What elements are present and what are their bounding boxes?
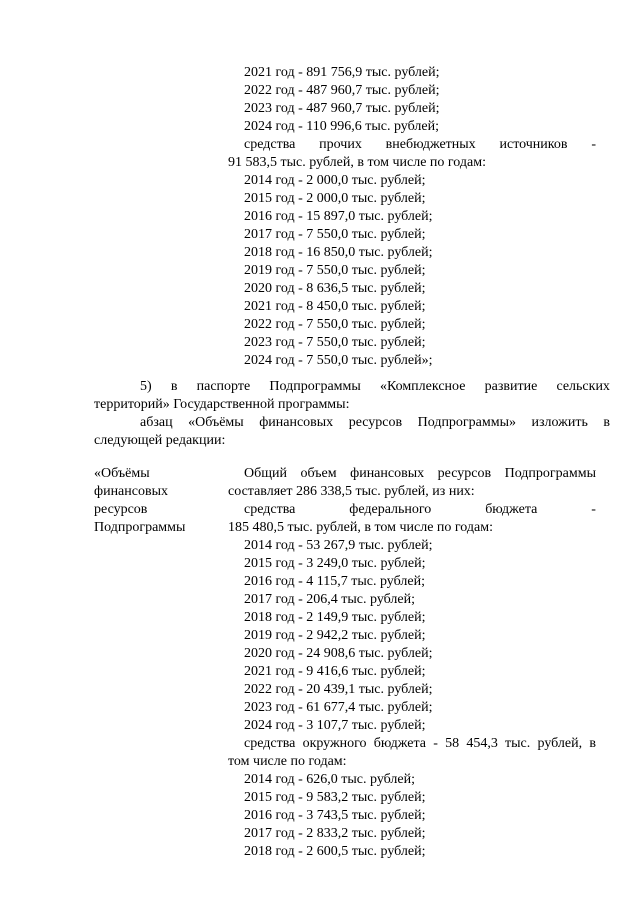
year-line: 2024 год - 110 996,6 тыс. рублей; — [244, 119, 439, 134]
year-line: 2022 год - 20 439,1 тыс. рублей; — [244, 682, 433, 697]
district-continuation: том числе по годам: — [228, 754, 347, 769]
label-line: финансовых — [94, 484, 168, 499]
year-line: 2024 год - 3 107,7 тыс. рублей; — [244, 718, 426, 733]
year-line: 2014 год - 53 267,9 тыс. рублей; — [244, 538, 433, 553]
year-line: 2018 год - 16 850,0 тыс. рублей; — [244, 245, 433, 260]
year-line: 2019 год - 7 550,0 тыс. рублей; — [244, 263, 426, 278]
district-line: средства окружного бюджета - 58 454,3 тыс. рублей, в — [244, 736, 596, 751]
total-line: Общий объем финансовых ресурсов Подпрограммы — [244, 466, 596, 481]
year-line: 2017 год - 7 550,0 тыс. рублей; — [244, 227, 426, 242]
table-label-cell — [94, 465, 185, 537]
year-line: 2017 год - 206,4 тыс. рублей; — [244, 592, 416, 607]
item-5-line-2: территорий» Государственной программы: — [94, 397, 350, 412]
year-line: 2016 год - 4 115,7 тыс. рублей; — [244, 574, 425, 589]
item-5-line-4: следующей редакции: — [94, 433, 226, 448]
year-line: 2014 год - 626,0 тыс. рублей; — [244, 772, 416, 787]
year-line: 2020 год - 24 908,6 тыс. рублей; — [244, 646, 433, 661]
year-line: 2024 год - 7 550,0 тыс. рублей»; — [244, 353, 433, 368]
year-line: 2022 год - 7 550,0 тыс. рублей; — [244, 317, 426, 332]
year-line: 2020 год - 8 636,5 тыс. рублей; — [244, 281, 426, 296]
year-line: 2021 год - 9 416,6 тыс. рублей; — [244, 664, 426, 679]
year-line: 2014 год - 2 000,0 тыс. рублей; — [244, 173, 426, 188]
label-line: «Объёмы — [94, 466, 150, 481]
year-line: 2018 год - 2 149,9 тыс. рублей; — [244, 610, 426, 625]
year-line: 2016 год - 3 743,5 тыс. рублей; — [244, 808, 426, 823]
year-line: 2016 год - 15 897,0 тыс. рублей; — [244, 209, 433, 224]
year-line: 2017 год - 2 833,2 тыс. рублей; — [244, 826, 426, 841]
year-line: 2021 год - 891 756,9 тыс. рублей; — [244, 65, 440, 80]
item-5-line-3: абзац «Объёмы финансовых ресурсов Подпрограммы» изложить в — [140, 415, 610, 430]
year-line: 2019 год - 2 942,2 тыс. рублей; — [244, 628, 426, 643]
year-line: 2021 год - 8 450,0 тыс. рублей; — [244, 299, 426, 314]
year-line: 2023 год - 61 677,4 тыс. рублей; — [244, 700, 433, 715]
year-line: 2015 год - 2 000,0 тыс. рублей; — [244, 191, 426, 206]
other-sources-continuation: 91 583,5 тыс. рублей, в том числе по годам: — [228, 155, 486, 170]
total-continuation: составляет 286 338,5 тыс. рублей, из них: — [228, 484, 475, 499]
item-5-line-1: 5) в паспорте Подпрограммы «Комплексное развитие сельских — [140, 379, 610, 394]
year-line: 2022 год - 487 960,7 тыс. рублей; — [244, 83, 440, 98]
year-line: 2023 год - 487 960,7 тыс. рублей; — [244, 101, 440, 116]
label-line: Подпрограммы — [94, 520, 186, 535]
year-line: 2018 год - 2 600,5 тыс. рублей; — [244, 844, 426, 859]
year-line: 2023 год - 7 550,0 тыс. рублей; — [244, 335, 426, 350]
other-sources-line: средства прочих внебюджетных источников - — [244, 137, 596, 152]
label-line: ресурсов — [94, 502, 148, 517]
year-line: 2015 год - 9 583,2 тыс. рублей; — [244, 790, 426, 805]
federal-line: средства федерального бюджета - — [244, 502, 596, 517]
year-line: 2015 год - 3 249,0 тыс. рублей; — [244, 556, 426, 571]
federal-continuation: 185 480,5 тыс. рублей, в том числе по годам: — [228, 520, 493, 535]
